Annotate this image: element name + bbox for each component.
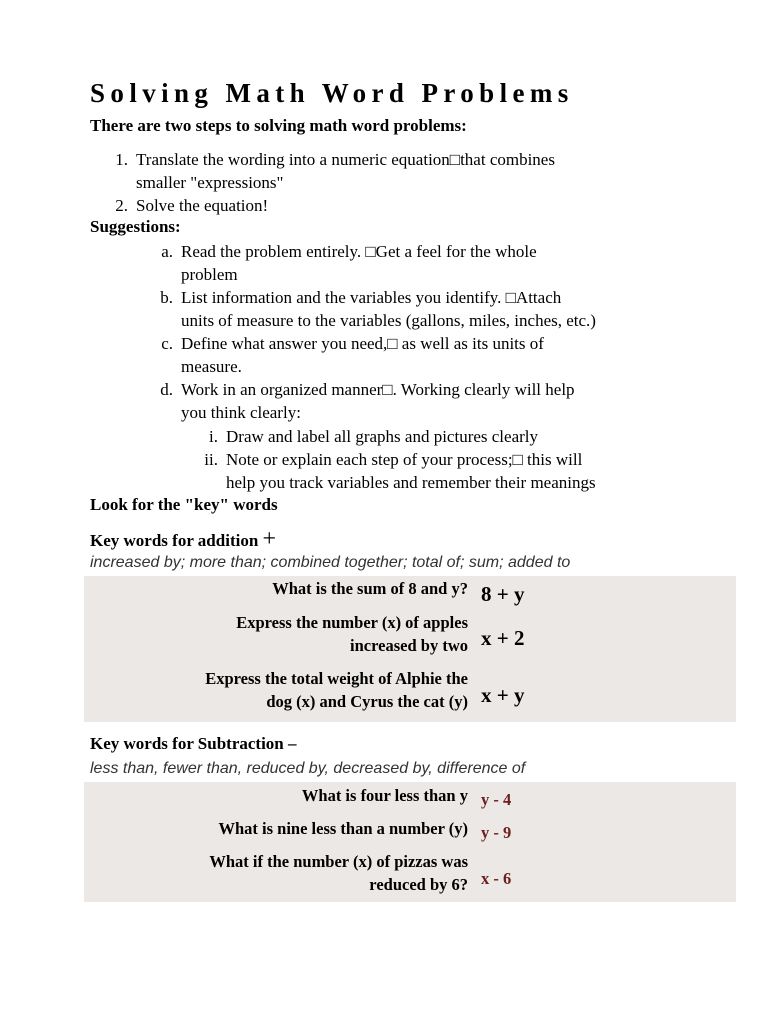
question-line: Express the total weight of Alphie the	[205, 669, 468, 688]
addition-keywords: increased by; more than; combined together; total of; sum; added to	[90, 554, 571, 571]
suggestion-text-line: you think clearly:	[181, 403, 301, 422]
minus-symbol: –	[288, 734, 297, 753]
suggestion-text-line: Define what answer you need,□ as well as its units of	[181, 334, 544, 353]
intro-text: There are two steps to solving math word problems:	[90, 116, 467, 135]
page-title: Solving Math Word Problems	[90, 78, 574, 108]
subtraction-heading	[90, 734, 297, 754]
plus-symbol: +	[262, 526, 277, 552]
step-marker: 2.	[115, 196, 128, 215]
suggestion-marker: a.	[161, 242, 173, 261]
step-marker: 1.	[115, 150, 128, 169]
subtraction-question	[209, 850, 468, 896]
sub-suggestion-text-line: Note or explain each step of your process;□ this will	[226, 450, 583, 469]
subtraction-keywords: less than, fewer than, reduced by, decreased by, difference of	[90, 760, 526, 777]
step-text-line: smaller "expressions"	[136, 173, 284, 192]
question-line: dog (x) and Cyrus the cat (y)	[266, 692, 468, 711]
subtraction-heading-text: Key words for Subtraction	[90, 734, 284, 753]
suggestion-marker: d.	[160, 380, 173, 399]
addition-question	[205, 667, 468, 713]
sub-suggestion-marker: ii.	[204, 450, 218, 469]
addition-question	[272, 577, 468, 600]
addition-heading-text: Key words for addition	[90, 531, 259, 550]
sub-suggestion-marker: i.	[209, 427, 218, 446]
subtraction-question	[302, 784, 468, 807]
suggestion-marker: c.	[161, 334, 173, 353]
step-text-line: Solve the equation!	[136, 196, 269, 215]
question-line: What is nine less than a number (y)	[218, 819, 468, 838]
question-line: increased by two	[350, 636, 468, 655]
question-line: What is four less than y	[301, 786, 468, 805]
question-line: What if the number (x) of pizzas was	[209, 852, 468, 871]
subtraction-answer: y - 9	[481, 823, 512, 842]
suggestion-text-line: Read the problem entirely. □Get a feel for the whole	[181, 242, 537, 261]
suggestion-marker: b.	[160, 288, 173, 307]
suggestion-text-line: units of measure to the variables (gallons, miles, inches, etc.)	[181, 311, 596, 330]
addition-answer: x + y	[481, 683, 525, 707]
question-line: What is the sum of 8 and y?	[272, 579, 468, 598]
suggestion-text-line: measure.	[181, 357, 242, 376]
addition-answer: 8 + y	[481, 582, 525, 606]
addition-question	[236, 611, 468, 657]
subtraction-answer: y - 4	[481, 790, 512, 809]
suggestions-heading: Suggestions:	[90, 217, 181, 236]
suggestion-text-line: problem	[181, 265, 238, 284]
suggestion-text-line: List information and the variables you identify. □Attach	[181, 288, 562, 307]
step-text-line: Translate the wording into a numeric equation□that combines	[136, 150, 555, 169]
sub-suggestion-text-line: help you track variables and remember their meanings	[226, 473, 596, 492]
question-line: Express the number (x) of apples	[236, 613, 468, 632]
key-words-heading: Look for the "key" words	[90, 495, 278, 514]
subtraction-question	[218, 817, 468, 840]
subtraction-answer: x - 6	[481, 869, 512, 888]
suggestion-text-line: Work in an organized manner□. Working clearly will help	[181, 380, 575, 399]
addition-answer: x + 2	[481, 626, 525, 650]
question-line: reduced by 6?	[369, 875, 468, 894]
sub-suggestion-text-line: Draw and label all graphs and pictures clearly	[226, 427, 539, 446]
addition-heading	[90, 526, 276, 553]
